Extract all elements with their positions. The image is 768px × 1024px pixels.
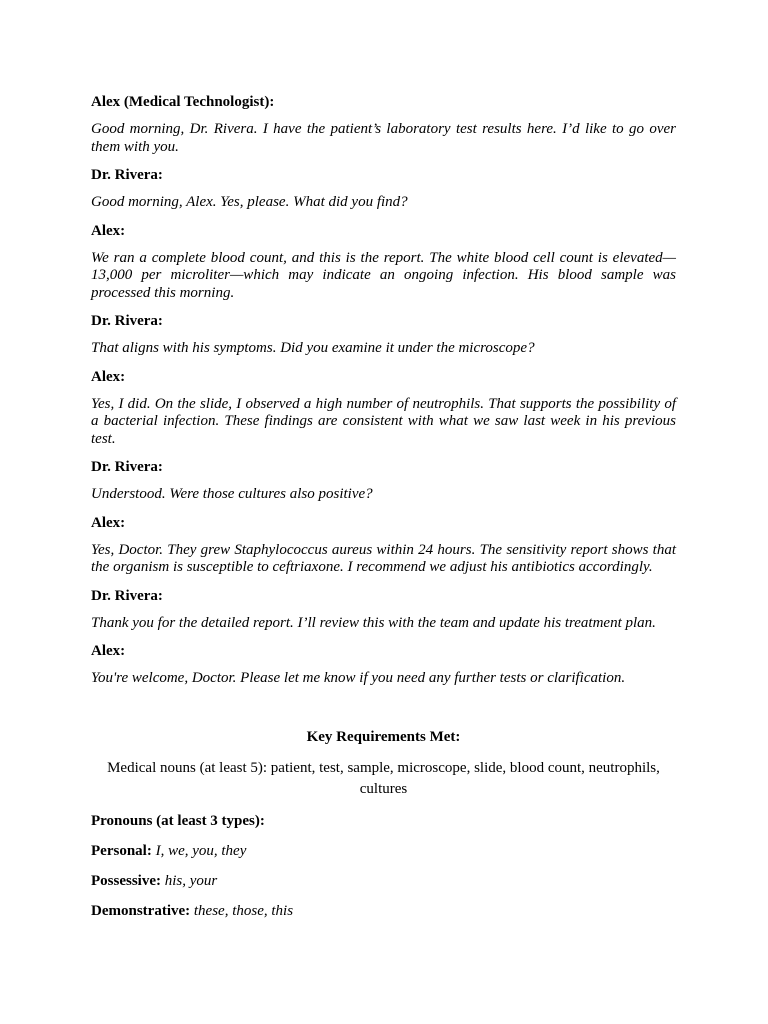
dialogue-line: Good morning, Dr. Rivera. I have the patient’s laboratory test results here. I’d like to go over them with you. (91, 121, 676, 155)
dialogue-line: Understood. Were those cultures also positive? (91, 486, 373, 502)
pronoun-type-demonstrative (91, 902, 676, 920)
pronoun-type-values: his, your (164, 872, 218, 889)
requirements-summary (91, 728, 676, 920)
speaker-name: Alex: (91, 222, 126, 239)
speaker-name: Dr. Rivera: (91, 459, 163, 475)
speaker-name: Alex: (91, 514, 126, 531)
medical-nouns-text: Medical nouns (at least 5): patient, test, sample, microscope, slide, blood count, neutrophils, cultures (107, 759, 660, 797)
dialogue (91, 93, 676, 688)
pronouns-heading: Pronouns (at least 3 types): (91, 812, 265, 829)
dialogue-line: You're welcome, Doctor. Please let me know if you need any further tests or clarification. (91, 670, 626, 686)
summary-title: Key Requirements Met: (306, 728, 461, 745)
speaker-name: Alex (Medical Technologist): (91, 94, 275, 110)
dialogue-line: Yes, I did. On the slide, I observed a high number of neutrophils. That supports the possibility of a bacterial infection. These findings are consistent with what we saw last week in his previous test. (91, 395, 676, 447)
pronoun-type-possessive (91, 872, 676, 890)
pronoun-type-label: Possessive: (91, 872, 161, 889)
pronoun-type-personal (91, 842, 676, 860)
document-page (91, 93, 676, 932)
dialogue-line: We ran a complete blood count, and this is the report. The white blood cell count is elevated—13,000 per microliter—which may indicate an ongoing infection. His blood sample was processed this morning. (91, 249, 676, 301)
speaker-name: Alex: (91, 368, 126, 385)
dialogue-line: Yes, Doctor. They grew Staphylococcus aureus within 24 hours. The sensitivity report shows that the organism is susceptible to ceftriaxone. I recommend we adjust his antibiotics accordingly. (91, 541, 676, 575)
speaker-name: Dr. Rivera: (91, 587, 163, 604)
speaker-name: Dr. Rivera: (91, 167, 163, 183)
pronoun-type-label: Demonstrative: (91, 902, 191, 919)
dialogue-line: That aligns with his symptoms. Did you examine it under the microscope? (91, 340, 535, 356)
pronoun-type-values: these, those, this (193, 902, 294, 919)
pronoun-type-values: I, we, you, they (155, 842, 247, 859)
pronoun-type-label: Personal: (91, 842, 152, 859)
dialogue-line: Thank you for the detailed report. I’ll review this with the team and update his treatment plan. (91, 614, 656, 631)
dialogue-line: Good morning, Alex. Yes, please. What did you find? (91, 194, 408, 210)
speaker-name: Dr. Rivera: (91, 313, 163, 329)
speaker-name: Alex: (91, 643, 126, 659)
